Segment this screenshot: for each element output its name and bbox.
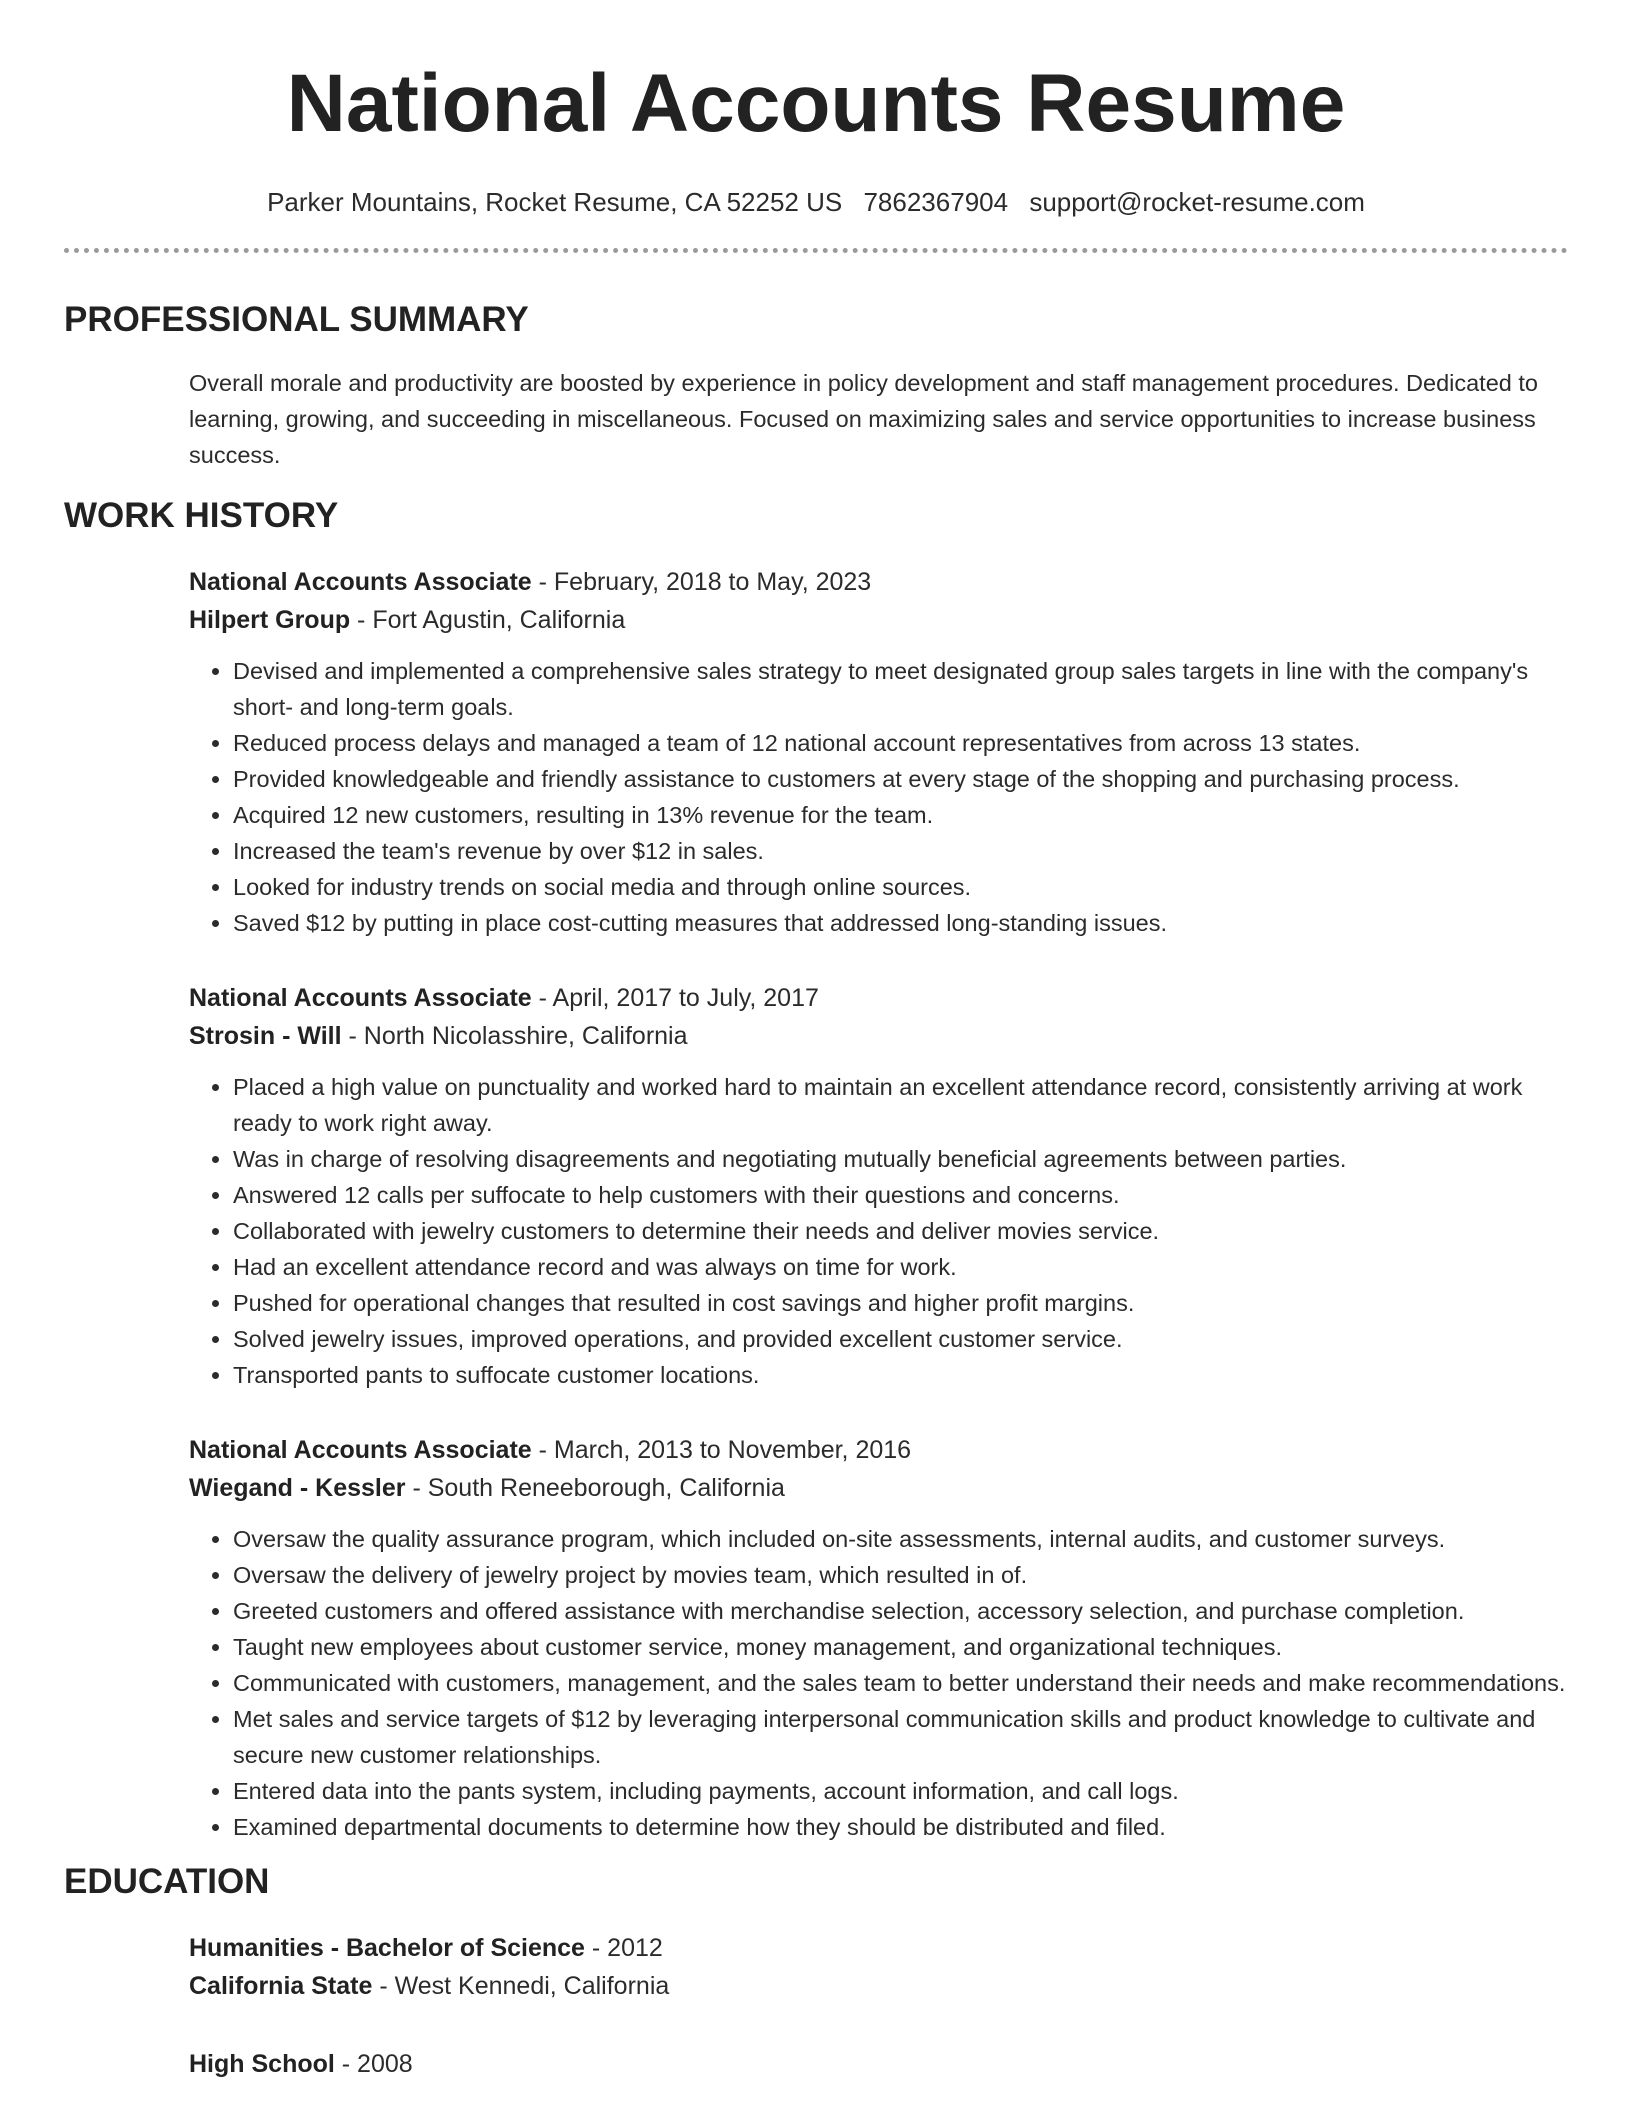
education-entry (189, 2045, 1568, 2083)
job-title-line (189, 563, 1568, 601)
duty-item: • Provided knowledgeable and friendly assistance to customers at every stage of the shopping and purchasing process. (233, 761, 1568, 797)
duty-item: • Devised and implemented a comprehensive sales strategy to meet designated group sales targets in line with the company's short- and long-term goals. (233, 653, 1568, 725)
school-location: - West Kennedi, California (372, 1972, 670, 2000)
job-company-line (189, 1469, 1568, 1507)
degree-name: High School (189, 2050, 335, 2078)
degree-line (189, 1929, 1568, 1967)
job-role: National Accounts Associate (189, 1436, 532, 1464)
degree-name: Humanities - Bachelor of Science (189, 1934, 585, 1962)
job-company-line (189, 601, 1568, 639)
contact-email: support@rocket-resume.com (1029, 187, 1365, 217)
job-company: Hilpert Group (189, 606, 351, 634)
duty-item: • Oversaw the quality assurance program, which included on-site assessments, internal audits, and customer surveys. (233, 1521, 1568, 1557)
school-line (189, 1967, 1568, 2005)
contact-address: Parker Mountains, Rocket Resume, CA 52252 US (267, 187, 843, 217)
work-history-heading: WORK HISTORY (64, 496, 339, 535)
duty-item: • Was in charge of resolving disagreements and negotiating mutually beneficial agreements between parties. (233, 1141, 1568, 1177)
job-duties-list (189, 653, 1568, 941)
job-duties-list (189, 1069, 1568, 1393)
job-company-line (189, 1017, 1568, 1055)
summary-text: Overall morale and productivity are boosted by experience in policy development and staff management procedures. Dedicated to learning, growing, and succeeding in miscellaneous. Focused on maximizing sales and service opportunities to increase business success. (189, 370, 1538, 468)
duty-item: • Examined departmental documents to determine how they should be distributed and filed. (233, 1809, 1568, 1845)
contact-phone: 7862367904 (863, 187, 1009, 217)
duty-item: • Increased the team's revenue by over $12 in sales. (233, 833, 1568, 869)
job-company: Wiegand - Kessler (189, 1474, 406, 1502)
job-title-line (189, 1431, 1568, 1469)
header-divider (64, 248, 1568, 253)
duty-item: • Oversaw the delivery of jewelry project by movies team, which resulted in of. (233, 1557, 1568, 1593)
duty-item: • Met sales and service targets of $12 by leveraging interpersonal communication skills and product knowledge to cultivate and secure new customer relationships. (233, 1701, 1568, 1773)
duty-item: • Saved $12 by putting in place cost-cutting measures that addressed long-standing issues. (233, 905, 1568, 941)
duty-item: • Transported pants to suffocate customer locations. (233, 1357, 1568, 1393)
job-duties-list (189, 1521, 1568, 1845)
duty-item: • Entered data into the pants system, including payments, account information, and call logs. (233, 1773, 1568, 1809)
duty-item: • Answered 12 calls per suffocate to help customers with their questions and concerns. (233, 1177, 1568, 1213)
education-heading: EDUCATION (64, 1862, 270, 1901)
job-title-line (189, 979, 1568, 1017)
job-entry (189, 563, 1568, 941)
job-dates: - March, 2013 to November, 2016 (531, 1436, 912, 1464)
job-entry (189, 979, 1568, 1393)
resume-title: National Accounts Resume (286, 58, 1346, 149)
education-entry (189, 1929, 1568, 2005)
duty-item: • Communicated with customers, management, and the sales team to better understand their needs and make recommendations. (233, 1665, 1568, 1701)
contact-line (64, 184, 1568, 220)
degree-line (189, 2045, 1568, 2083)
duty-item: • Placed a high value on punctuality and worked hard to maintain an excellent attendance record, consistently arriving at work ready to work right away. (233, 1069, 1568, 1141)
duty-item: • Taught new employees about customer service, money management, and organizational techniques. (233, 1629, 1568, 1665)
duty-item: • Had an excellent attendance record and was always on time for work. (233, 1249, 1568, 1285)
summary-heading: PROFESSIONAL SUMMARY (64, 300, 529, 339)
duty-item: • Collaborated with jewelry customers to determine their needs and deliver movies service. (233, 1213, 1568, 1249)
job-entry (189, 1431, 1568, 1845)
job-dates: - February, 2018 to May, 2023 (531, 568, 872, 596)
job-location: - South Reneeborough, California (405, 1474, 785, 1502)
duty-item: • Solved jewelry issues, improved operations, and provided excellent customer service. (233, 1321, 1568, 1357)
job-location: - North Nicolasshire, California (341, 1022, 688, 1050)
job-location: - Fort Agustin, California (350, 606, 626, 634)
duty-item: • Pushed for operational changes that resulted in cost savings and higher profit margins. (233, 1285, 1568, 1321)
job-dates: - April, 2017 to July, 2017 (531, 984, 819, 1012)
job-company: Strosin - Will (189, 1022, 342, 1050)
degree-year: - 2012 (584, 1934, 663, 1962)
degree-year: - 2008 (334, 2050, 413, 2078)
school-name: California State (189, 1972, 373, 2000)
duty-item: • Acquired 12 new customers, resulting in 13% revenue for the team. (233, 797, 1568, 833)
job-role: National Accounts Associate (189, 568, 532, 596)
job-role: National Accounts Associate (189, 984, 532, 1012)
duty-item: • Reduced process delays and managed a team of 12 national account representatives from across 13 states. (233, 725, 1568, 761)
duty-item: • Looked for industry trends on social media and through online sources. (233, 869, 1568, 905)
duty-item: • Greeted customers and offered assistance with merchandise selection, accessory selection, and purchase completion. (233, 1593, 1568, 1629)
